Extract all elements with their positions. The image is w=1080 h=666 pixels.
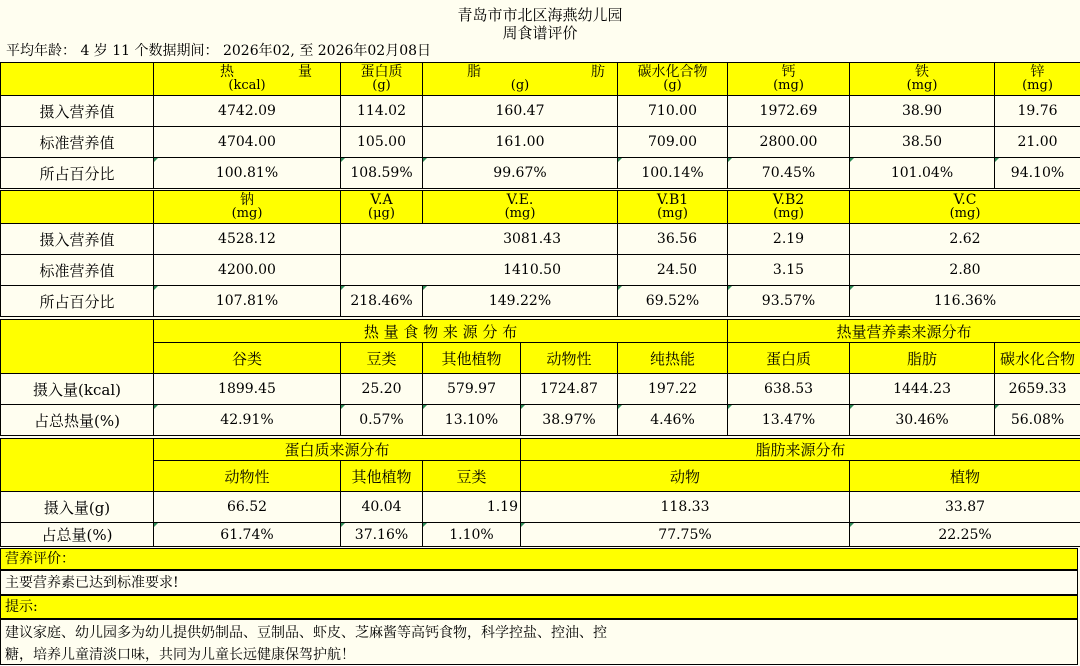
cell: 56.08% xyxy=(995,405,1080,436)
row-label: 摄入营养值 xyxy=(1,224,154,255)
cell: 61.74% xyxy=(154,523,341,547)
t1-calcium-header: 钙 (mg) xyxy=(728,63,850,96)
cell: 218.46% xyxy=(341,286,423,317)
cell: 33.87 xyxy=(850,492,1080,523)
evaluation-label: 营养评价： xyxy=(0,548,1078,570)
cell: 1972.69 xyxy=(728,96,850,127)
t4-col-header: 其他植物 xyxy=(341,461,423,492)
cell: 13.47% xyxy=(728,405,850,436)
report-meta: 平均年龄： 4 岁 11 个数据期间： 2026年02, 至 2026年02月08日 xyxy=(6,42,431,60)
cell: 108.59% xyxy=(341,158,423,189)
table-row xyxy=(1,158,1080,189)
table-row xyxy=(1,224,1080,255)
cell: 4528.12 xyxy=(154,224,341,255)
t2-vb2-header: V.B2 (mg) xyxy=(728,191,850,224)
cell: 1410.50 xyxy=(341,255,618,286)
table-row xyxy=(1,127,1080,158)
cell: 70.45% xyxy=(728,158,850,189)
t2-vb1-header: V.B1 (mg) xyxy=(618,191,728,224)
t2-ve-header: V.E. (mg) xyxy=(423,191,618,224)
nutrient-table-2 xyxy=(0,190,1080,317)
cell: 161.00 xyxy=(423,127,618,158)
cell: 116.36% xyxy=(850,286,1080,317)
table-row xyxy=(1,96,1080,127)
protein-fat-source-table xyxy=(0,438,1080,547)
t3-nutrient-source-group: 热量营养素来源分布 xyxy=(728,320,1080,343)
cell: 1.19 xyxy=(423,492,521,523)
cell: 100.81% xyxy=(154,158,341,189)
cell: 77.75% xyxy=(521,523,850,547)
energy-source-table xyxy=(0,319,1080,436)
cell: 2.19 xyxy=(728,224,850,255)
cell: 197.22 xyxy=(618,374,728,405)
t3-col-header: 动物性 xyxy=(521,343,618,374)
cell: 1.10% xyxy=(423,523,521,547)
cell: 94.10% xyxy=(995,158,1080,189)
cell: 1724.87 xyxy=(521,374,618,405)
t2-vc-header: V.C (mg) xyxy=(850,191,1080,224)
cell: 4704.00 xyxy=(154,127,341,158)
t1-protein-header: 蛋白质 (g) xyxy=(341,63,423,96)
t1-iron-header: 铁 (mg) xyxy=(850,63,995,96)
cell: 709.00 xyxy=(618,127,728,158)
evaluation-text: 主要营养素已达到标准要求! xyxy=(0,570,1078,595)
cell: 30.46% xyxy=(850,405,995,436)
row-label: 标准营养值 xyxy=(1,127,154,158)
t1-zinc-header: 锌 (mg) xyxy=(995,63,1080,96)
cell: 100.14% xyxy=(618,158,728,189)
cell: 38.50 xyxy=(850,127,995,158)
cell: 36.56 xyxy=(618,224,728,255)
kindergarten-name: 青岛市市北区海燕幼儿园 xyxy=(0,6,1080,24)
table-row xyxy=(1,405,1080,436)
cell: 1444.23 xyxy=(850,374,995,405)
cell: 3081.43 xyxy=(341,224,618,255)
t4-corner xyxy=(1,439,154,492)
row-label: 摄入营养值 xyxy=(1,96,154,127)
cell: 2659.33 xyxy=(995,374,1080,405)
cell: 22.25% xyxy=(850,523,1080,547)
tips-text xyxy=(0,619,1078,665)
cell: 21.00 xyxy=(995,127,1080,158)
row-label: 占总量(%) xyxy=(1,523,154,547)
cell: 24.50 xyxy=(618,255,728,286)
row-label: 占总热量(%) xyxy=(1,405,154,436)
cell: 118.33 xyxy=(521,492,850,523)
cell: 25.20 xyxy=(341,374,423,405)
t3-col-header: 纯热能 xyxy=(618,343,728,374)
t3-corner xyxy=(1,320,154,374)
t1-carb-header: 碳水化合物 (g) xyxy=(618,63,728,96)
table-row xyxy=(1,255,1080,286)
cell: 38.90 xyxy=(850,96,995,127)
cell: 1899.45 xyxy=(154,374,341,405)
t3-col-header: 碳水化合物 xyxy=(995,343,1080,374)
cell: 2.62 xyxy=(850,224,1080,255)
cell: 105.00 xyxy=(341,127,423,158)
cell: 2.80 xyxy=(850,255,1080,286)
cell: 710.00 xyxy=(618,96,728,127)
cell: 107.81% xyxy=(154,286,341,317)
t4-fat-group: 脂肪来源分布 xyxy=(521,439,1080,461)
t4-protein-group: 蛋白质来源分布 xyxy=(154,439,521,461)
cell: 69.52% xyxy=(618,286,728,317)
tips-line-1: 建议家庭、幼儿园多为幼儿提供奶制品、豆制品、虾皮、芝麻酱等高钙食物，科学控盐、控油、控 xyxy=(5,622,1077,644)
cell: 99.67% xyxy=(423,158,618,189)
cell: 579.97 xyxy=(423,374,521,405)
row-label: 所占百分比 xyxy=(1,158,154,189)
cell: 3.15 xyxy=(728,255,850,286)
cell: 93.57% xyxy=(728,286,850,317)
cell: 4.46% xyxy=(618,405,728,436)
t4-col-header: 豆类 xyxy=(423,461,521,492)
t1-heat-header: 热 量 (kcal) xyxy=(154,63,341,96)
row-label: 所占百分比 xyxy=(1,286,154,317)
table-row xyxy=(1,492,1080,523)
row-label: 标准营养值 xyxy=(1,255,154,286)
cell: 66.52 xyxy=(154,492,341,523)
cell: 149.22% xyxy=(423,286,618,317)
report-subtitle: 周食谱评价 xyxy=(0,24,1080,42)
t2-va-header: V.A (μg) xyxy=(341,191,423,224)
cell: 42.91% xyxy=(154,405,341,436)
t4-col-header: 植物 xyxy=(850,461,1080,492)
cell: 0.57% xyxy=(341,405,423,436)
t2-sodium-header: 钠 (mg) xyxy=(154,191,341,224)
nutrient-table-1 xyxy=(0,62,1080,189)
cell: 2800.00 xyxy=(728,127,850,158)
t3-col-header: 蛋白质 xyxy=(728,343,850,374)
t4-col-header: 动物性 xyxy=(154,461,341,492)
cell: 160.47 xyxy=(423,96,618,127)
t3-col-header: 其他植物 xyxy=(423,343,521,374)
t3-col-header: 豆类 xyxy=(341,343,423,374)
cell: 40.04 xyxy=(341,492,423,523)
cell: 638.53 xyxy=(728,374,850,405)
row-label: 摄入量(g) xyxy=(1,492,154,523)
t3-col-header: 脂肪 xyxy=(850,343,995,374)
tips-line-2: 糖，培养儿童清淡口味，共同为儿童长远健康保驾护航！ xyxy=(5,644,1077,666)
cell: 101.04% xyxy=(850,158,995,189)
cell: 13.10% xyxy=(423,405,521,436)
row-label: 摄入量(kcal) xyxy=(1,374,154,405)
t2-corner xyxy=(1,191,154,224)
cell: 37.16% xyxy=(341,523,423,547)
report-title-block xyxy=(0,6,1080,42)
cell: 114.02 xyxy=(341,96,423,127)
table-row xyxy=(1,286,1080,317)
t3-col-header: 谷类 xyxy=(154,343,341,374)
t4-col-header: 动物 xyxy=(521,461,850,492)
t1-fat-header: 脂 肪 (g) xyxy=(423,63,618,96)
cell: 38.97% xyxy=(521,405,618,436)
cell: 4742.09 xyxy=(154,96,341,127)
table-row xyxy=(1,523,1080,547)
table-row xyxy=(1,374,1080,405)
t1-corner xyxy=(1,63,154,96)
tips-label: 提示: xyxy=(0,595,1078,619)
cell: 4200.00 xyxy=(154,255,341,286)
t3-food-source-group: 热 量 食 物 来 源 分 布 xyxy=(154,320,728,343)
cell: 19.76 xyxy=(995,96,1080,127)
